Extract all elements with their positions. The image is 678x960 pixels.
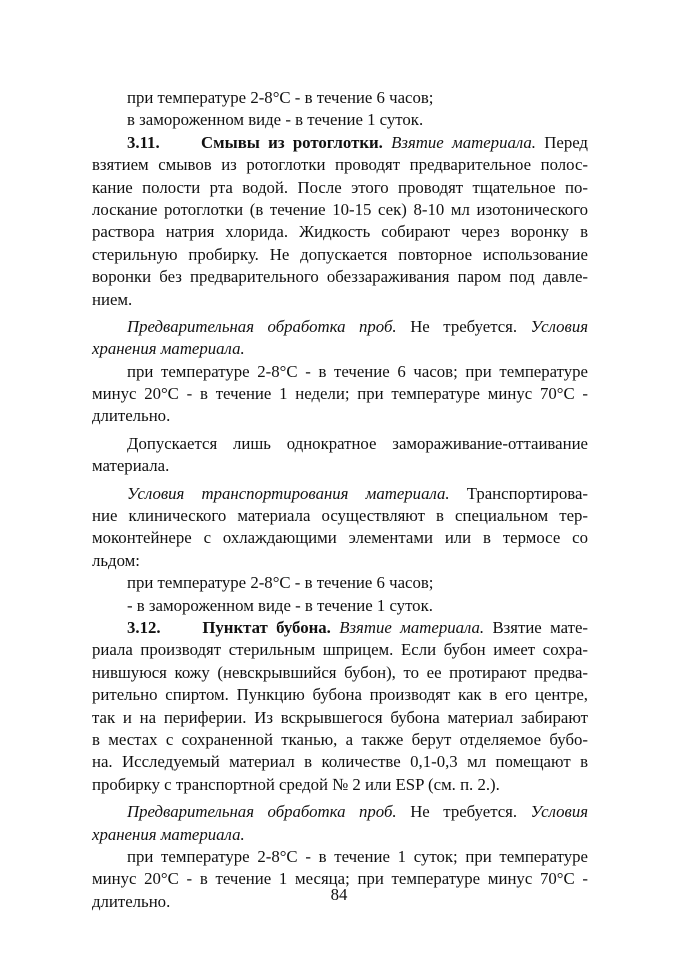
subsection-label: Предварительная обработка проб. [127,802,397,822]
subsection-label: Взятие материала. [391,132,536,152]
text-line: так и на периферии. Из вскрывшегося бубона материал забирают [92,707,588,727]
page-number: 84 [330,885,348,904]
text-line: в местах с сохраненной тканью, а также берут отделяемое бубо- [92,729,588,749]
text-line: раствора натрия хлорида. Жидкость собирают через воронку в [92,222,588,242]
text-line: Допускается лишь однократное замораживание-оттаивание [127,433,588,453]
text-line: моконтейнере с охлаждающими элементами или в термосе со [92,528,588,548]
text-line: минус 20°С - в течение 1 месяца; при температуре минус 70°С - [92,869,588,889]
text-line: длительно. [92,406,171,426]
text-line: стерильную пробирку. Не допускается повторное использование [92,244,588,264]
text-line: взятием смывов из ротоглотки проводят предварительное полос- [92,155,588,175]
section-title: Смывы из ротоглотки. [201,132,383,152]
text-line: рительно спиртом. Пункцию бубона производят как в его центре, [92,685,588,705]
text-line: льдом: [92,550,140,570]
text-line [92,338,588,360]
subsection-label: Взятие материала. [339,617,485,637]
text-line: материала. [92,456,170,476]
subsection-label: хранения материала. [92,824,245,844]
text-line: лоскание ротоглотки (в течение 10-15 сек) 8-10 мл изотонического [92,199,588,219]
text-line: воронки без предварительного обеззараживания паром под давле- [92,267,588,287]
subsection-label: Предварительная обработка проб. [127,316,397,336]
text-line: при температуре 2-8°С - в течение 6 часов; [127,573,434,593]
subsection-label: Условия транспортирования материала. [127,483,450,503]
section-heading-3-12: 3.12. Пунктат бубона. Взятие материала. Взятие мате- [127,617,588,637]
text-line: Предварительная обработка проб. Не требуется. Условия [127,316,589,336]
subsection-label: Условия [530,802,589,822]
text-line: Условия транспортирования материала. Транспортирова- [127,483,588,503]
text-line: длительно. [92,891,171,911]
section-number: 3.12. [127,617,161,637]
text-line: ние клинического материала осуществляют в специальном тер- [92,506,588,526]
text-line: пробирку с транспортной средой № 2 или ESP (см. п. 2.). [92,774,500,794]
text-line: кание полости рта водой. После этого проводят тщательное по- [92,177,588,197]
subsection-label: хранения материала. [92,339,245,359]
text-line: на. Исследуемый материал в количестве 0,1-0,3 мл помещают в [92,752,588,772]
text-line [92,824,588,846]
text-line: риала производят стерильным шприцем. Если бубон имеет сохра- [92,640,588,660]
text-line: при температуре 2-8°С - в течение 6 часов; при температуре [127,361,588,381]
text-line: нием. [92,289,133,309]
section-number: 3.11. [127,132,160,152]
section-title: Пунктат бубона. [202,617,331,637]
section-heading-3-11: 3.11. Смывы из ротоглотки. Взятие материала. Перед [127,132,588,152]
text-line: минус 20°С - в течение 1 недели; при температуре минус 70°С - [92,384,588,404]
text-line: нившуюся кожу (невскрывшийся бубон), то ее протирают предва- [92,662,588,682]
text-line: в замороженном виде - в течение 1 суток. [127,110,424,130]
text-line: при температуре 2-8°С - в течение 1 суток; при температуре [127,846,588,866]
subsection-label: Условия [530,316,589,336]
document-page [92,87,588,913]
text-line: при температуре 2-8°С - в течение 6 часов; [127,88,434,107]
text-line: - в замороженном виде - в течение 1 суток. [127,595,433,615]
text-line: Предварительная обработка проб. Не требуется. Условия [127,802,589,822]
